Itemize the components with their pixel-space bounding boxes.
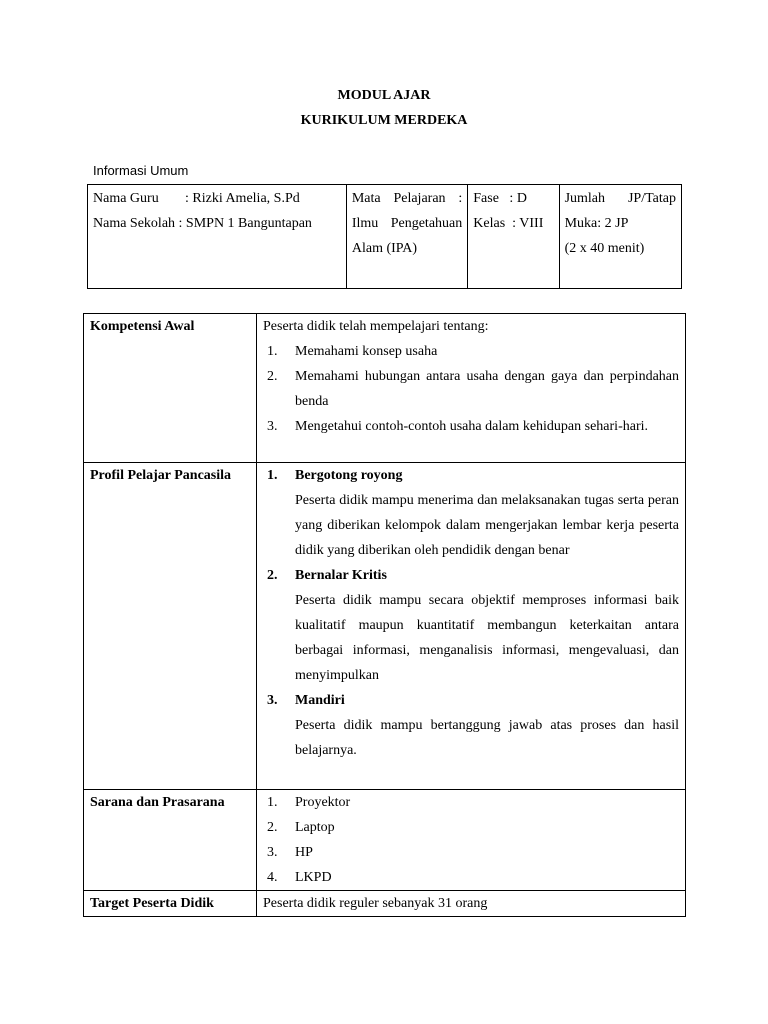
phase-value: Fase : D bbox=[473, 191, 527, 206]
list-item: 1. Memahami konsep usaha bbox=[267, 344, 438, 359]
class-value: Kelas : VIII bbox=[473, 216, 544, 231]
list-item: 3. Mandiri Peserta didik mampu bertanggung jawab atas proses dan hasil belajarnya. bbox=[263, 688, 679, 763]
lesson-hours-cell bbox=[559, 185, 681, 289]
module-detail-table bbox=[83, 313, 686, 917]
school-name-line bbox=[93, 211, 341, 236]
list-item: 1. Proyektor bbox=[267, 795, 351, 810]
lesson-hours-value: Jumlah JP/Tatap Muka: 2 JP bbox=[564, 191, 676, 231]
row-kompetensi-awal bbox=[84, 314, 686, 463]
profil-item-desc: Peserta didik mampu menerima dan melaksanakan tugas serta peran yang diberikan kelompok dalam mengerjakan lembar kerja peserta didik yang diberikan oleh pendidik dengan benar bbox=[295, 493, 679, 558]
profil-list bbox=[263, 463, 679, 763]
profil-item-title: Bergotong royong bbox=[295, 468, 403, 483]
content-sarana-prasarana bbox=[257, 790, 686, 891]
profil-item-title: Mandiri bbox=[295, 693, 345, 708]
row-target-peserta bbox=[84, 891, 686, 917]
content-kompetensi-awal bbox=[257, 314, 686, 463]
teacher-school-cell bbox=[88, 185, 347, 289]
list-item: 3. HP bbox=[267, 845, 313, 860]
kompetensi-list bbox=[263, 339, 679, 439]
subject-cell: Mata Pelajaran : Ilmu Pengetahuan Alam (IPA) bbox=[346, 185, 467, 289]
teacher-name-value: : Rizki Amelia, S.Pd bbox=[185, 191, 300, 206]
list-item: 1. Bergotong royong Peserta didik mampu menerima dan melaksanakan tugas serta peran yang diberikan kelompok dalam mengerjakan lembar kerja peserta didik yang diberikan oleh pendidik dengan benar bbox=[263, 463, 679, 563]
content-target-peserta: Peserta didik reguler sebanyak 31 orang bbox=[257, 891, 686, 917]
profil-item-desc: Peserta didik mampu bertanggung jawab atas proses dan hasil belajarnya. bbox=[295, 718, 679, 758]
row-sarana-prasarana bbox=[84, 790, 686, 891]
document-title: MODUL AJAR bbox=[337, 88, 431, 103]
label-target-peserta: Target Peserta Didik bbox=[84, 891, 257, 917]
list-item: 2. Laptop bbox=[267, 820, 335, 835]
document-subtitle: KURIKULUM MERDEKA bbox=[300, 113, 468, 128]
label-sarana-prasarana: Sarana dan Prasarana bbox=[84, 790, 257, 891]
label-kompetensi-awal: Kompetensi Awal bbox=[84, 314, 257, 463]
content-profil-pelajar bbox=[257, 463, 686, 790]
profil-item-desc: Peserta didik mampu secara objektif memproses informasi baik kualitatif maupun kuantitatif membangun keterkaitan antara berbagai informasi, menganalisis informasi, mengevaluasi, dan menyimpulkan bbox=[295, 593, 679, 683]
teacher-name-label: Nama Guru bbox=[93, 191, 159, 206]
general-info-table bbox=[87, 184, 682, 289]
list-item: 4. LKPD bbox=[267, 870, 332, 885]
teacher-name-line bbox=[93, 186, 341, 211]
school-name-value: : SMPN 1 Banguntapan bbox=[178, 216, 312, 231]
list-item: 2. Memahami hubungan antara usaha dengan gaya dan perpindahan benda bbox=[267, 369, 679, 409]
sarana-list bbox=[263, 790, 679, 890]
kompetensi-intro: Peserta didik telah mempelajari tentang: bbox=[263, 319, 489, 334]
label-profil-pelajar: Profil Pelajar Pancasila bbox=[84, 463, 257, 790]
row-profil-pelajar bbox=[84, 463, 686, 790]
list-item: 2. Bernalar Kritis Peserta didik mampu secara objektif memproses informasi baik kualitatif maupun kuantitatif membangun keterkaitan antara berbagai informasi, menganalisis informasi, mengevaluasi, dan menyimpulkan bbox=[263, 563, 679, 688]
phase-class-cell bbox=[468, 185, 559, 289]
profil-item-title: Bernalar Kritis bbox=[295, 568, 387, 583]
list-item: 3. Mengetahui contoh-contoh usaha dalam kehidupan sehari-hari. bbox=[267, 419, 648, 434]
section-label-informasi-umum: Informasi Umum bbox=[93, 163, 189, 178]
lesson-hours-detail: (2 x 40 menit) bbox=[564, 241, 645, 256]
school-name-label: Nama Sekolah bbox=[93, 216, 176, 231]
